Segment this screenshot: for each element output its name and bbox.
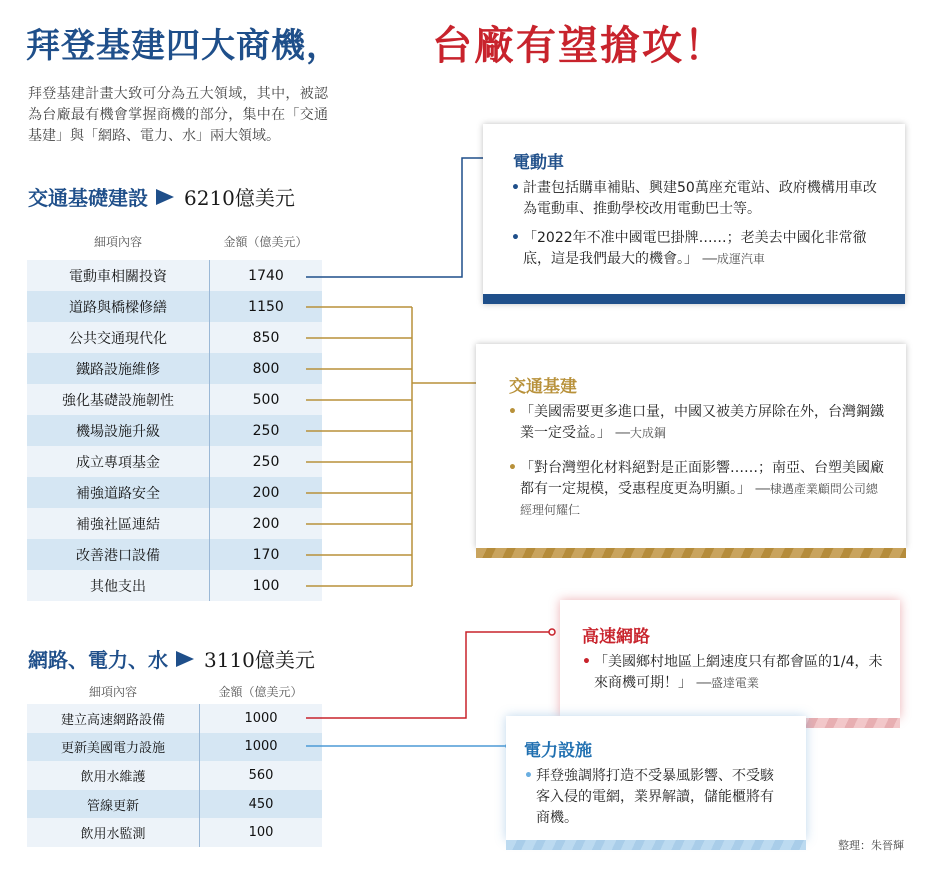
row-item: 飲用水維護 <box>80 769 146 785</box>
card-broadband-title: 高速網路 <box>582 627 650 647</box>
card-power-title: 電力設施 <box>524 741 592 761</box>
card-ev-text-1: 計畫包括購車補貼、興建50萬座充電站、政府機構用車改為電動車、推動學校改用電動巴士等。 <box>523 180 877 217</box>
row-item: 管線更新 <box>86 798 139 814</box>
table-row <box>27 353 322 384</box>
table-row <box>27 733 322 762</box>
card-transport-bar <box>476 548 906 558</box>
table-row <box>27 539 322 570</box>
table-row <box>27 260 322 291</box>
ev-connector <box>306 155 506 277</box>
table-header <box>27 222 322 260</box>
card-power-text-1: 拜登強調將打造不受暴風影響、不受駭客入侵的電網，業界解讀，儲能櫃將有商機。 <box>536 768 774 826</box>
bullet-icon: • <box>508 404 517 420</box>
column-header-item: 細項內容 <box>88 684 137 699</box>
row-amount: 100 <box>199 818 322 847</box>
row-item: 補強社區連結 <box>76 516 160 533</box>
row-item: 電動車相關投資 <box>69 268 167 285</box>
transport-table <box>27 222 322 601</box>
card-transport <box>476 344 906 548</box>
table-row <box>27 704 322 733</box>
broadband-connector <box>306 629 555 718</box>
card-ev-source-2: ──成運汽車 <box>702 252 765 266</box>
card-ev-title: 電動車 <box>513 153 564 173</box>
table-row <box>27 446 322 477</box>
row-amount: 200 <box>209 477 322 508</box>
table-row <box>27 291 322 322</box>
row-item: 強化基礎設施韌性 <box>62 392 174 409</box>
row-amount: 450 <box>199 790 322 819</box>
row-item: 機場設施升級 <box>76 423 160 440</box>
row-item: 補強道路安全 <box>76 485 160 502</box>
row-item: 飲用水監測 <box>80 827 146 843</box>
bullet-icon: • <box>508 460 517 476</box>
card-ev-bullet-1 <box>511 178 885 220</box>
table-row <box>27 790 322 819</box>
card-power-bar <box>506 840 806 850</box>
row-amount: 1740 <box>209 260 322 291</box>
table-row <box>27 818 322 847</box>
table-row <box>27 508 322 539</box>
table-row <box>27 322 322 353</box>
card-broadband <box>560 600 900 718</box>
page-title: 拜登基建四大商機， <box>26 26 341 66</box>
card-transport-bullet-1 <box>508 402 884 444</box>
card-ev <box>483 124 905 304</box>
card-transport-bullet-2 <box>508 458 884 521</box>
card-ev-bullet-2 <box>511 228 885 270</box>
row-item: 鐵路設施維修 <box>76 361 160 378</box>
row-item: 道路與橋樑修繕 <box>69 299 167 316</box>
table-row <box>27 477 322 508</box>
row-amount: 170 <box>209 539 322 570</box>
row-item: 改善港口設備 <box>76 547 160 564</box>
arrow-right-icon <box>176 651 194 667</box>
card-ev-bar <box>483 294 905 304</box>
row-amount: 1000 <box>199 733 322 762</box>
card-broadband-bullet-1 <box>582 652 886 694</box>
card-transport-source-1: ──大成鋼 <box>615 426 666 440</box>
table-row <box>27 384 322 415</box>
table-header <box>27 678 322 704</box>
transport-connector <box>306 307 500 586</box>
network-heading <box>28 644 315 673</box>
row-amount: 200 <box>209 508 322 539</box>
row-amount: 800 <box>209 353 322 384</box>
row-amount: 1000 <box>199 704 322 733</box>
row-amount: 1150 <box>209 291 322 322</box>
row-item: 其他支出 <box>90 578 146 595</box>
table-row <box>27 415 322 446</box>
column-header-item: 細項內容 <box>93 234 142 249</box>
card-broadband-text-1: 「美國鄉村地區上網速度只有都會區的1/4，未來商機可期！」 <box>594 654 883 691</box>
network-amount: 3110億美元 <box>204 648 315 672</box>
arrow-right-icon <box>156 189 174 205</box>
bullet-icon: • <box>524 768 533 784</box>
transport-heading <box>28 182 295 211</box>
row-item: 成立專項基金 <box>76 454 160 471</box>
card-transport-title: 交通基建 <box>509 377 577 397</box>
row-item: 更新美國電力設施 <box>60 741 165 757</box>
row-amount: 250 <box>209 446 322 477</box>
power-connector <box>306 743 512 749</box>
table-row <box>27 570 322 601</box>
credit-text: 整理：朱晉輝 <box>838 839 904 852</box>
card-power-bullet-1 <box>524 766 786 829</box>
bullet-icon: • <box>511 230 520 246</box>
card-transport-text-2: 「對台灣塑化材料絕對是正面影響……；南亞、台塑美國廠都有一定規模，受惠程度更為明顯。」 <box>520 460 884 497</box>
card-transport-text-1: 「美國需要更多進口量，中國又被美方屏除在外，台灣鋼鐵業一定受益。」 <box>520 404 884 441</box>
column-header-amount: 金額（億美元） <box>218 684 303 699</box>
card-power <box>506 716 806 840</box>
transport-amount: 6210億美元 <box>184 186 295 210</box>
column-header-amount: 金額（億美元） <box>223 234 308 249</box>
table-row <box>27 761 322 790</box>
row-item: 公共交通現代化 <box>69 330 167 347</box>
row-amount: 850 <box>209 322 322 353</box>
row-amount: 250 <box>209 415 322 446</box>
row-item: 建立高速網路設備 <box>60 712 165 728</box>
network-heading-label: 網路、電力、水 <box>28 648 168 672</box>
row-amount: 560 <box>199 761 322 790</box>
network-table <box>27 678 322 847</box>
row-amount: 500 <box>209 384 322 415</box>
card-transport-source-2: ──棣邁產業顧問公司總經理何耀仁 <box>520 482 878 517</box>
card-ev-text-2: 「2022年不准中國電巴掛牌……；老美去中國化非常徹底，這是我們最大的機會。」 <box>523 230 867 267</box>
page-title-accent: 台廠有望搶攻！ <box>432 22 726 69</box>
bullet-icon: • <box>511 180 520 196</box>
transport-heading-label: 交通基礎建設 <box>28 186 148 210</box>
row-amount: 100 <box>209 570 322 601</box>
intro-paragraph: 拜登基建計畫大致可分為五大領域，其中，被認為台廠最有機會掌握商機的部分，集中在「交通基建」與「網路、電力、水」兩大領域。 <box>28 86 328 144</box>
bullet-icon: • <box>582 654 591 670</box>
card-broadband-source-1: ──盛達電業 <box>696 676 759 690</box>
